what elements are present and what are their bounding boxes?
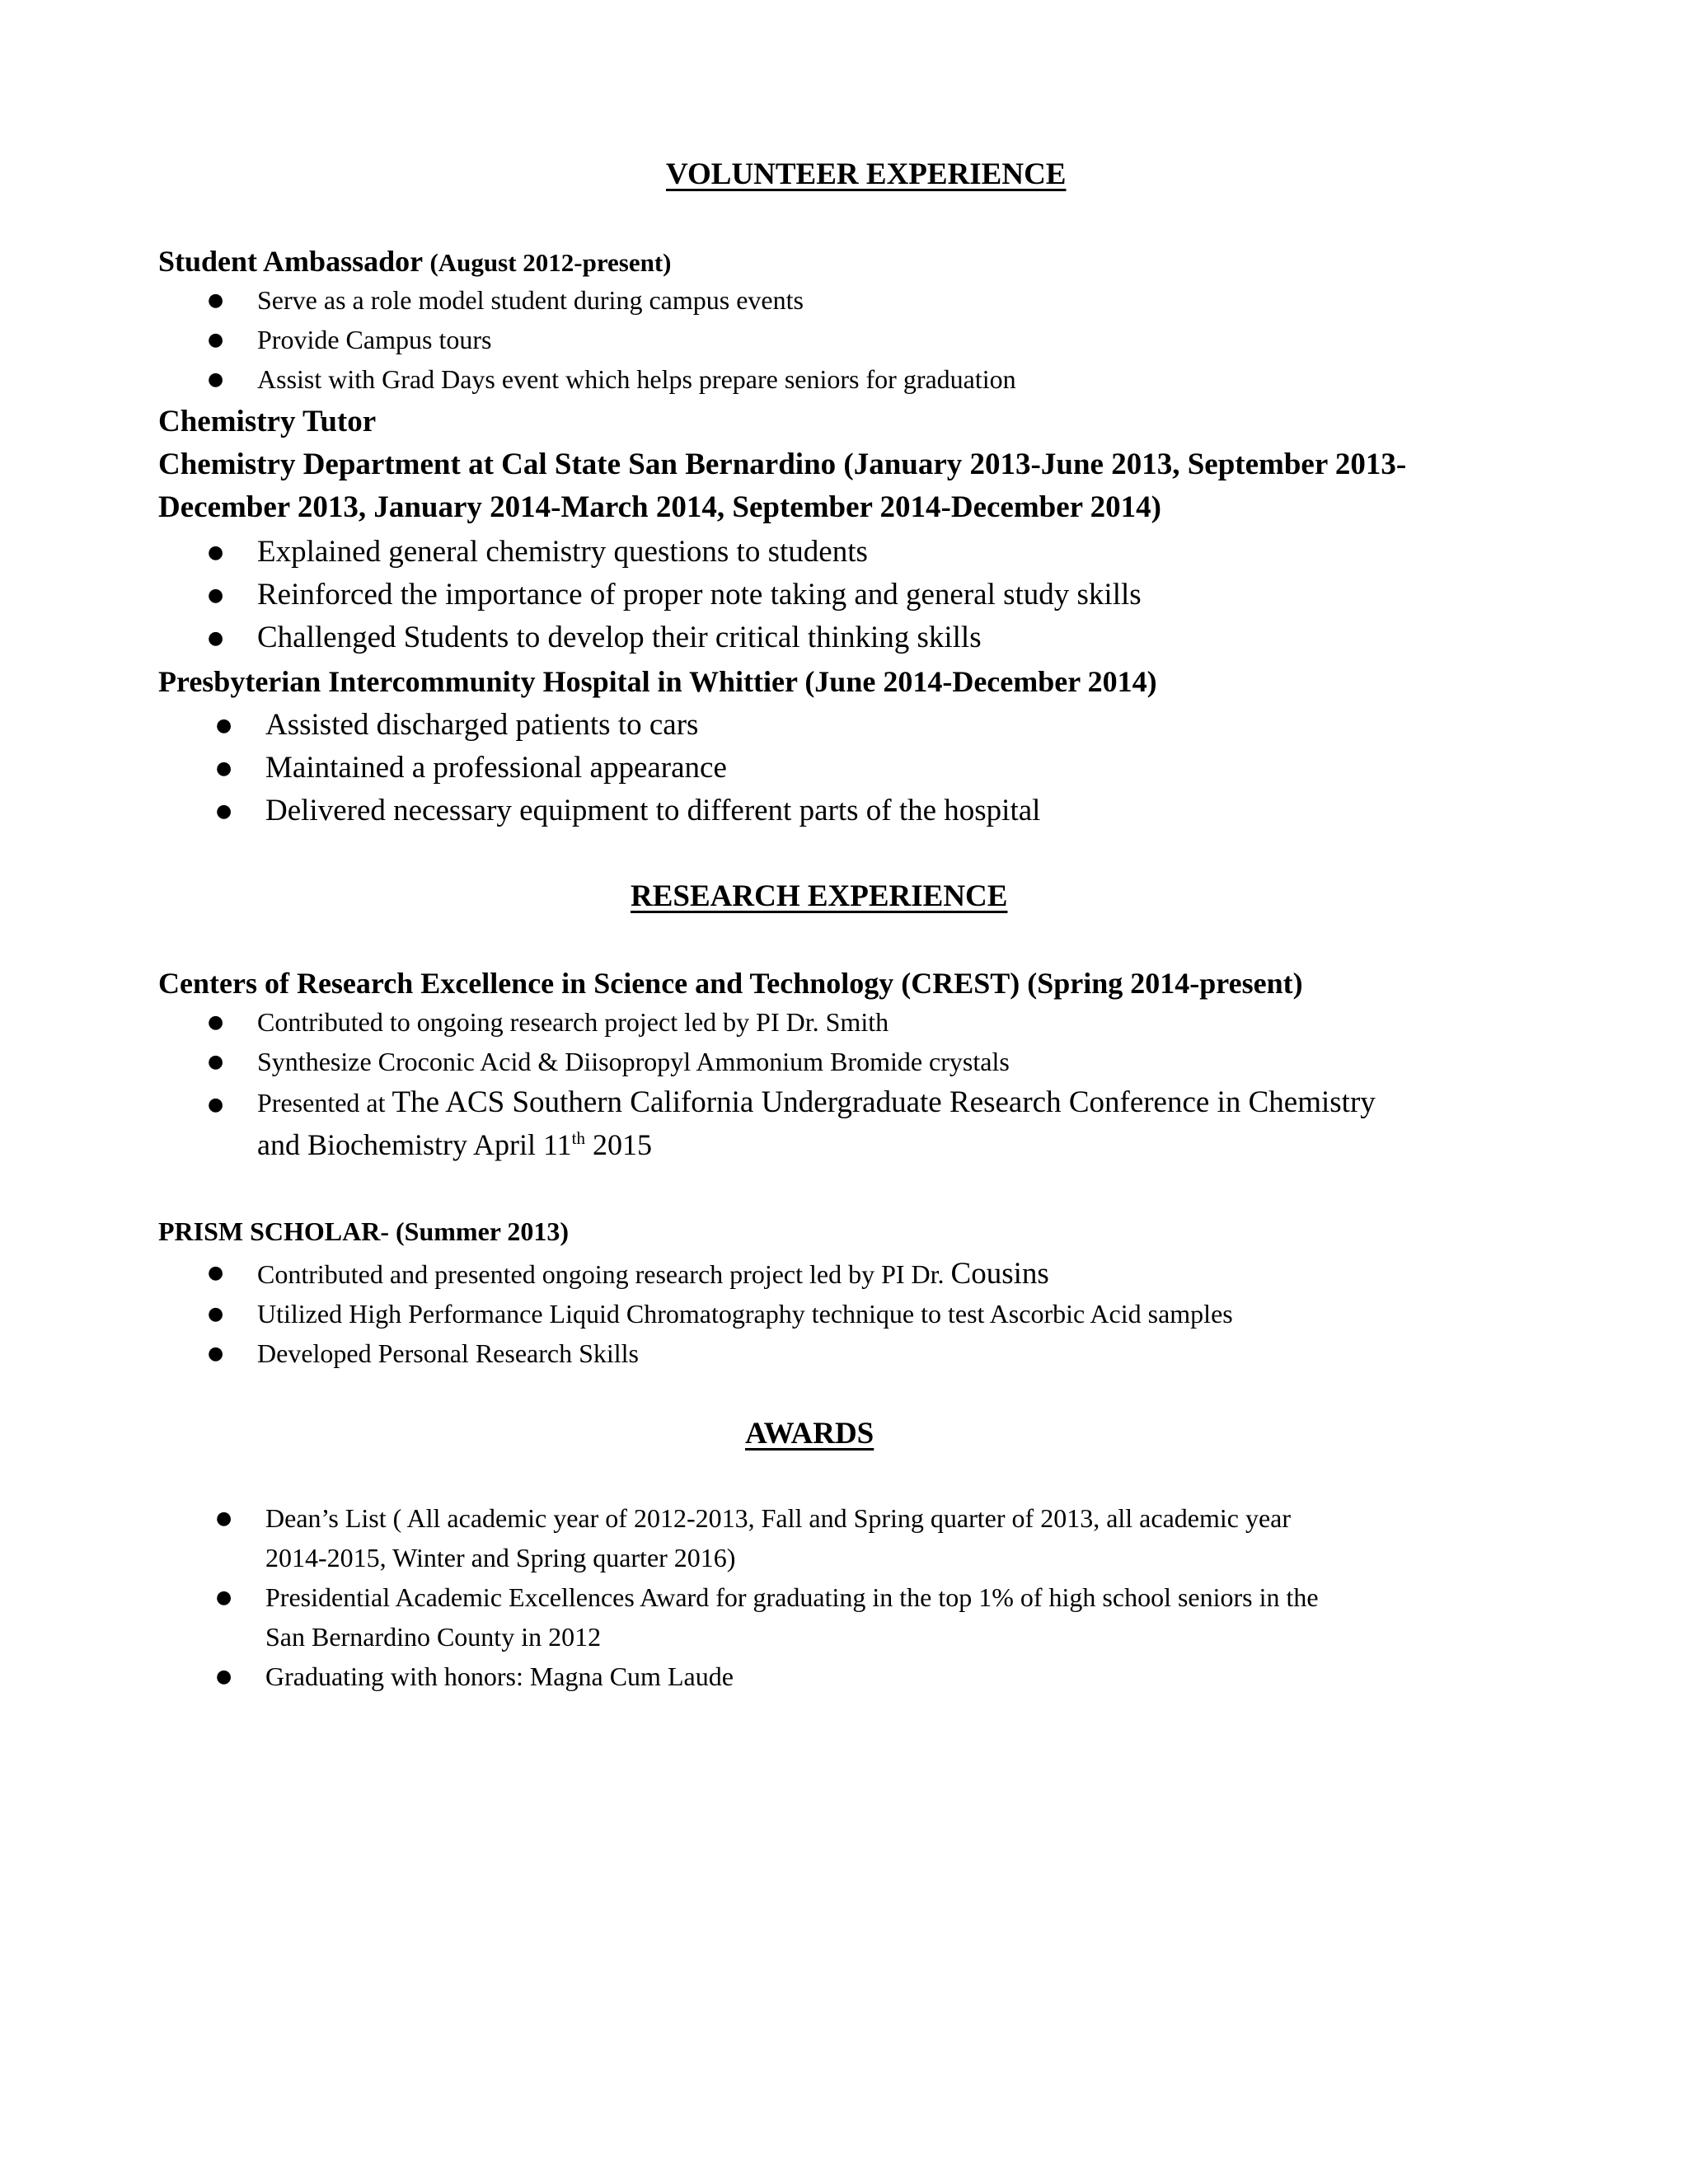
bullet-icon: ●: [208, 1012, 224, 1033]
research-heading: RESEARCH EXPERIENCE: [631, 879, 1008, 913]
bullet-icon: ●: [216, 715, 232, 736]
bullet-icon: ●: [208, 585, 224, 606]
presented-line2: and Biochemistry April 11: [257, 1128, 572, 1161]
prism-title: PRISM SCHOLAR- (Summer 2013): [158, 1216, 570, 1246]
ambassador-dates: (August 2012-present): [429, 248, 672, 277]
bullet-icon: ●: [208, 1263, 224, 1283]
bullet-icon: ●: [208, 1304, 224, 1324]
bullet-icon: ●: [216, 758, 232, 779]
bullet-icon: ●: [216, 1587, 232, 1608]
prism-bullet1-name: Cousins: [950, 1257, 1049, 1291]
volunteer-heading: VOLUNTEER EXPERIENCE: [666, 157, 1067, 191]
bullet-icon: ●: [208, 330, 224, 350]
bullet-icon: ●: [208, 1343, 224, 1364]
prism-bullet1-text: Contributed and presented ongoing research project led by PI Dr.: [257, 1259, 951, 1289]
bullet-icon: ●: [216, 1508, 232, 1529]
list-item-continuation: San Bernardino County in 2012: [265, 1622, 602, 1652]
crest-title: Centers of Research Excellence in Science and Technology (CREST) (Spring 2014-present): [158, 967, 1303, 1000]
bullet-icon: ●: [208, 369, 224, 390]
list-item-continuation: 2014-2015, Winter and Spring quarter 2016): [265, 1543, 736, 1572]
list-item-continuation: [257, 1127, 652, 1162]
tutor-org-line1: Chemistry Department at Cal State San Bernardino (January 2013-June 2013, September 2013-: [158, 448, 1407, 481]
bullet-icon: ●: [216, 1666, 232, 1687]
presented-prefix: Presented at: [257, 1088, 392, 1118]
resume-page: VOLUNTEER EXPERIENCE Student Ambassador (August 2012-present) ● Serve as a role model student during campus events ● Provide Campus tours ● Assist with Grad Days event which helps prepare seniors for graduation Chemistry Tutor Chemistry Department at Cal State San Bernardino (January 2013-June 2013, September 2013- December 2013, January 2014-March 2014, September 2014-December 2014) ● Explained general chemistry questions to students ● Reinforced the importance of proper note taking and general study skills ● Challenged Students to develop their critical thinking skills Presbyterian Intercommunity Hospital in Whittier (June 2014-December 2014) ● Assisted discharged patients to cars ● Maintained a professional appearance ● Delivered necessary equipment to different parts of the hospital RESEARCH EXPERIENCE Centers of Research Excellence in Science and Technology (CREST) (Spring 2014-present) ● Contributed to ongoing research project led by PI Dr. Smith ● Synthesize Croconic Acid & Diisopropyl Ammonium Bromide crystals ● Presented at The ACS Southern California Undergraduate Research Conference in Chemistry and Biochemistry April 11th 2015 PRISM SCHOLAR- (Summer 2013) ● Contributed and presented ongoing research project led by PI Dr. Cousins ● Utilized High Performance Liquid Chromatography technique to test Ascorbic Acid samples ● Developed Personal Research Skills AWARDS ● Dean’s List ( All academic year of 2012-2013, Fall and Spring quarter of 2013, all academic year 2014-2015, Winter and Spring quarter 2016) ● Presidential Academic Excellences Award for graduating in the top 1% of high school seniors in the San Bernardino County in 2012 ● Graduating with honors: Magna Cum Laude: [158, 157, 1407, 1691]
presented-year: 2015: [584, 1128, 652, 1161]
conference-name: The ACS Southern California Undergraduate Research Conference in Chemistry: [392, 1085, 1376, 1119]
bullet-icon: ●: [216, 801, 232, 822]
bullet-icon: ●: [208, 542, 224, 563]
ambassador-title: Student Ambassador: [158, 245, 423, 278]
presented-sup: th: [571, 1128, 585, 1148]
tutor-org-line2: December 2013, January 2014-March 2014, September 2014-December 2014): [158, 490, 1161, 524]
ambassador-title-line: [158, 244, 672, 279]
bullet-icon: ●: [208, 1052, 224, 1072]
bullet-icon: ●: [208, 290, 224, 311]
tutor-title: Chemistry Tutor: [158, 405, 377, 438]
bullet-icon: ●: [208, 1094, 224, 1115]
awards-heading: AWARDS: [745, 1417, 874, 1451]
hospital-title: Presbyterian Intercommunity Hospital in Whittier (June 2014-December 2014): [158, 665, 1157, 698]
bullet-icon: ●: [208, 628, 224, 649]
